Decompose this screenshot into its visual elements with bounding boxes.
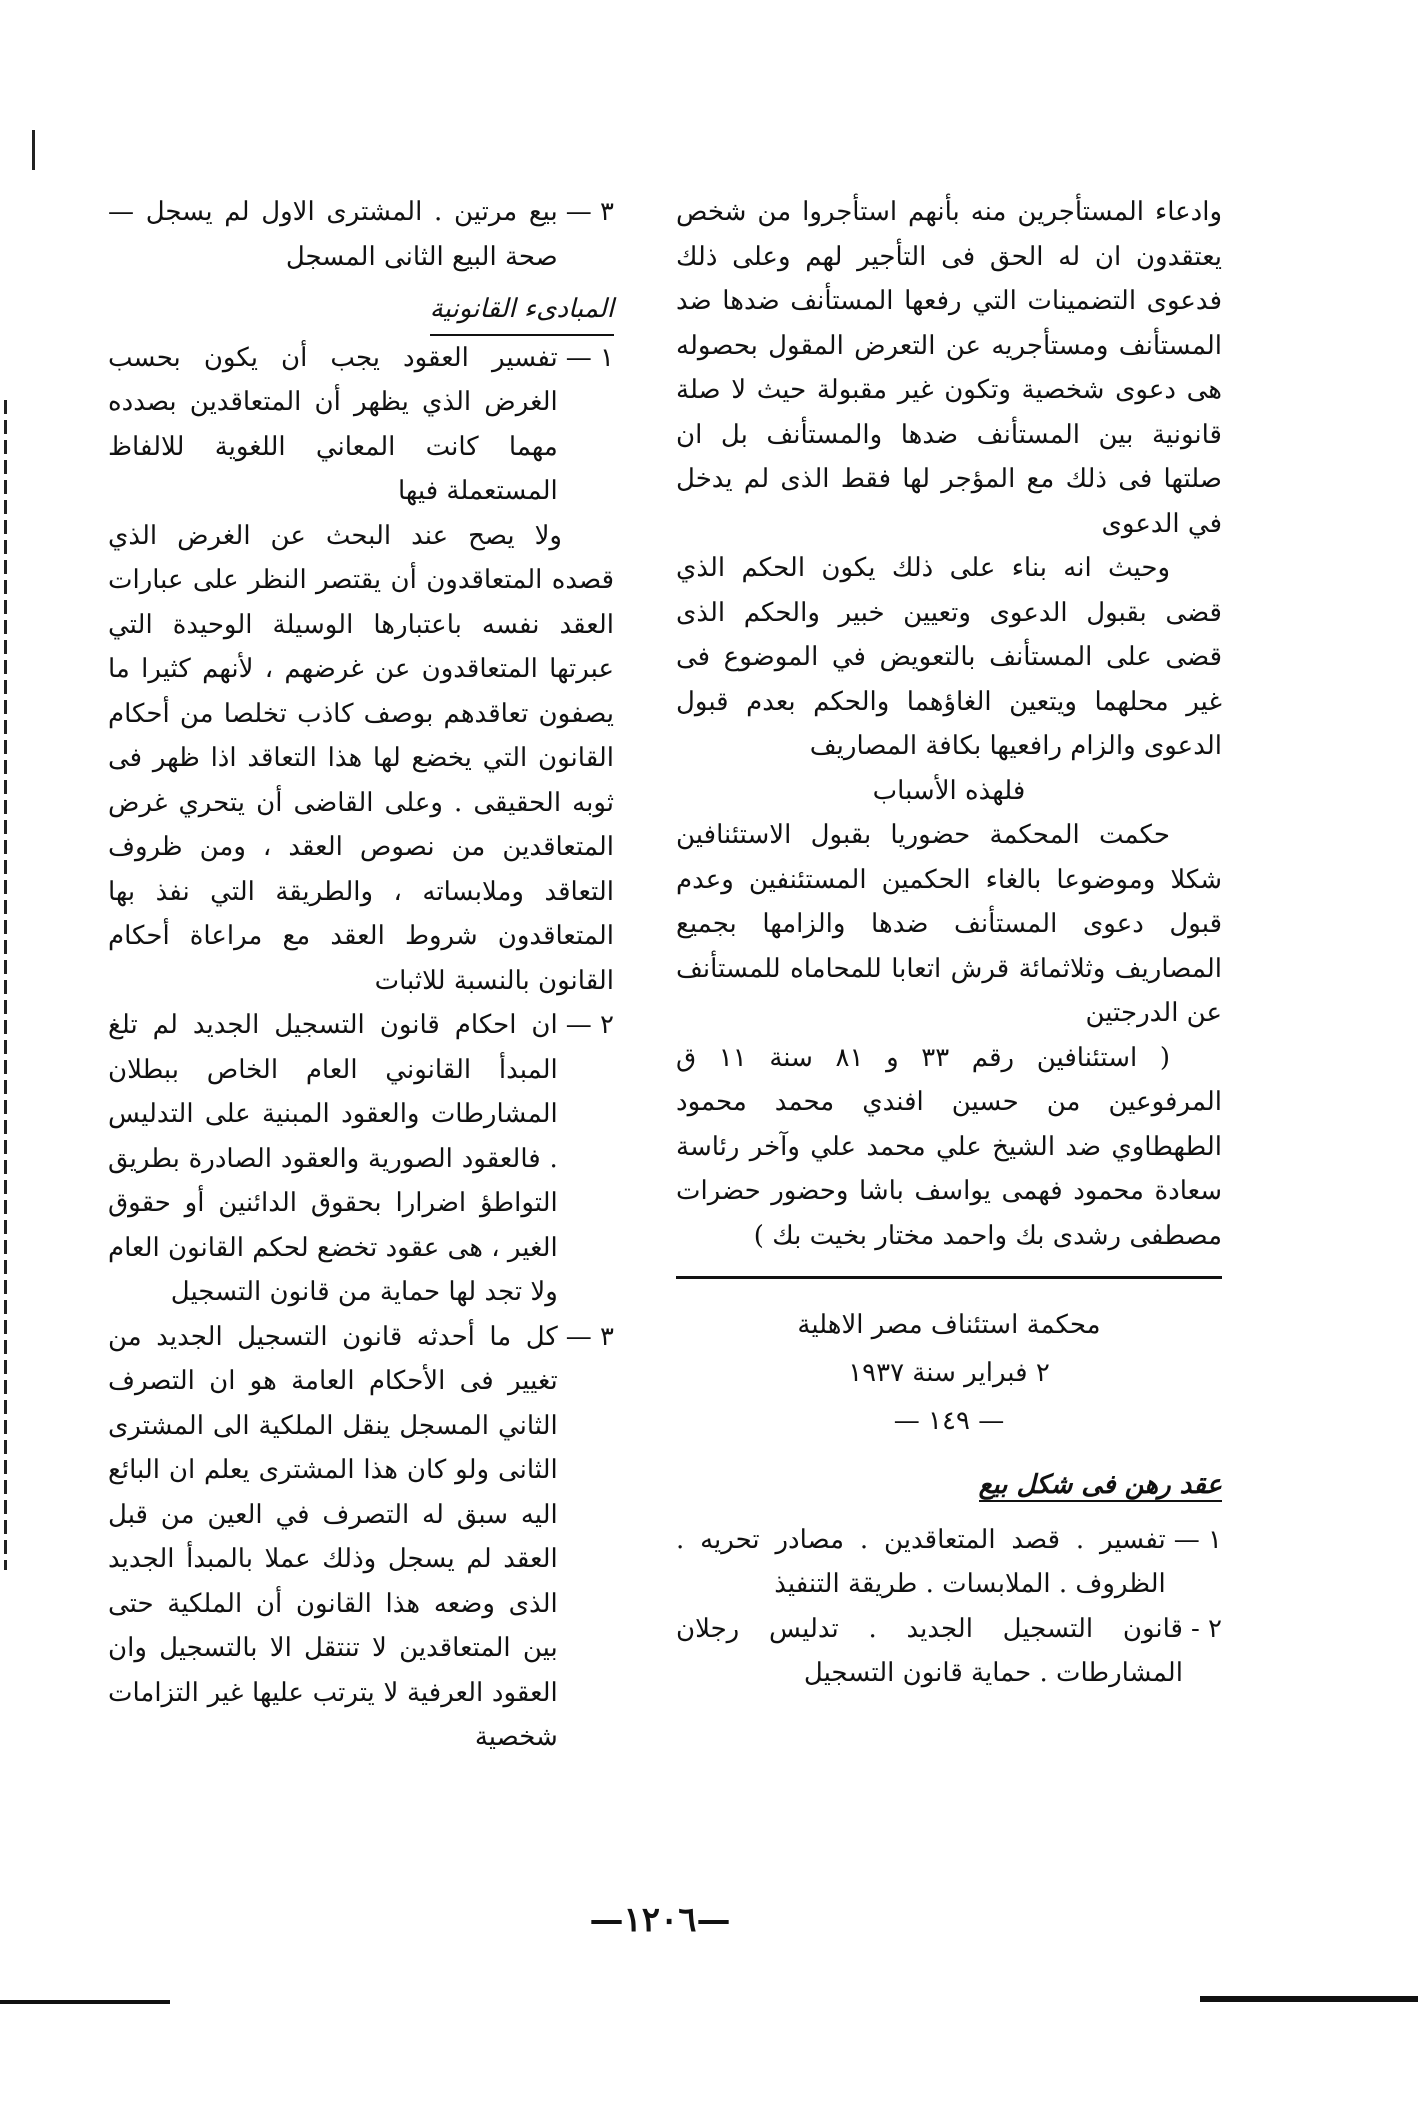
principle-text: كل ما أحدثه قانون التسجيل الجديد من تغيير فى الأحكام العامة هو ان التصرف الثاني المسجل ينقل الملكية الى المشترى الثانى ولو كان هذا المشترى يعلم ان البائع اليه سبق له التصرف في العين من قبل العقد لم يسجل وذلك عملا بالمبدأ الجديد الذى وضعه هذا القانون أن الملكية حتى بين المتعاقدين لا تنتقل الا بالتسجيل وان العقود العرفية لا يترتب عليها غير التزامات شخصية [108, 1321, 558, 1752]
footer-rule [0, 2000, 170, 2004]
scan-mark [32, 130, 35, 170]
page-number: —١٢٠٦— [589, 1900, 731, 1940]
topic-number: ١ — [1173, 1524, 1222, 1555]
case-number: — ١٤٩ — [893, 1406, 1005, 1436]
principle-number: ٣ — [565, 1321, 614, 1352]
principle-1-continuation: ولا يصح عند البحث عن الغرض الذي قصده المتعاقدون أن يقتصر النظر على عبارات العقد نفسه باعتبارها الوسيلة الوحيدة التي عبرتها المتعاقدون عن غرضهم ، لأنهم كثيرا ما يصفون تعاقدهم بوصف كاذب تخلصا من أحكام القانون التي يخضع لها هذا التعاقد اذا ظهر فى ثوبه الحقيقى . وعلى القاضى أن يتحري غرض المتعاقدين من نصوص العقد ، ومن ظروف التعاقد وملابساته ، والطريقة التي نفذ بها المتعاقدون شروط العقد مع مراعاة أحكام القانون بالنسبة للاثبات [108, 520, 614, 996]
section-divider [676, 1276, 1222, 1279]
principle-item-2 [108, 1003, 614, 1315]
topic-text: تفسير . قصد المتعاقدين . مصادر تحريه . الظروف . الملابسات . طريقة التنفيذ [676, 1524, 1166, 1599]
topic-item-2 [676, 1607, 1222, 1696]
footer-rule [1200, 1996, 1418, 2002]
principle-text: ان احكام قانون التسجيل الجديد لم تلغ المبدأ القانوني العام الخاص ببطلان المشارطات والعقود المبنية على التدليس . فالعقود الصورية والعقود الصادرة بطريق التواطؤ اضرارا بحقوق الدائنين أو حقوق الغير ، هى عقود تخضع لحكم القانون العام ولا تجد لها حماية من قانون التسجيل [108, 1010, 558, 1307]
subject-title: عقد رهن فى شكل بيع [978, 1470, 1222, 1500]
principle-item-3 [108, 1315, 614, 1760]
principle-item-1 [108, 336, 614, 514]
court-date: ٢ فبراير سنة ١٩٣٧ [848, 1358, 1050, 1388]
case-reference: ( استئنافين رقم ٣٣ و ٨١ سنة ١١ ق المرفوعين من حسين افندي محمد محمود الطهطاوي ضد الشيخ علي محمد علي وآخر رئاسة سعادة محمود فهمى يواسف باشا وحضور حضرات مصطفى رشدى بك واحمد مختار بخيت بك ) [676, 1042, 1222, 1251]
ruling-paragraph: حكمت المحكمة حضوريا بقبول الاستئنافين شكلا وموضوعا بالغاء الحكمين المستئنفين وعدم قبول دعوى المستأنف ضدها والزامها بجميع المصاريف وثلاثمائة قرش اتعابا للمحاماه للمستأنف عن الدرجتين [676, 820, 1222, 1028]
right-column [676, 190, 1222, 1696]
judgment-paragraph-1: وادعاء المستأجرين منه بأنهم استأجروا من شخص يعتقدون ان له الحق فى التأجير لهم وعلى ذلك فدعوى التضمينات التي رفعها المستأنف ضدها ضد المستأنف ومستأجريه عن التعرض المقول بحصوله هى دعوى شخصية وتكون غير مقبولة حيث لا صلة قانونية بين المستأنف ضدها والمستأنف بل ان صلتها فى ذلك مع المؤجر لها فقط الذى لم يدخل في الدعوى [676, 197, 1222, 539]
left-column [108, 190, 614, 1760]
principle-text: تفسير العقود يجب أن يكون بحسب الغرض الذي يظهر أن المتعاقدين بصدده مهما كانت المعاني اللغوية للالفاظ المستعملة فيها [108, 342, 558, 506]
topic-item-3 [108, 190, 614, 279]
reasons-heading: فلهذه الأسباب [872, 775, 1026, 806]
topic-text: بيع مرتين . المشترى الاول لم يسجل — صحة البيع الثانى المسجل [108, 197, 558, 272]
topic-item-1 [676, 1518, 1222, 1607]
topic-number: ٢ - [1190, 1613, 1222, 1644]
court-name: محكمة استئناف مصر الاهلية [797, 1310, 1101, 1340]
judgment-paragraph-2: وحيث انه بناء على ذلك يكون الحكم الذي قضى بقبول الدعوى وتعيين خبير والحكم الذى قضى على المستأنف بالتعويض في الموضوع فى غير محلهما ويتعين الغاؤهما والحكم بعدم قبول الدعوى والزام رافعيها بكافة المصاريف [676, 553, 1222, 761]
principles-heading: المبادىء القانونية [108, 287, 614, 336]
binding-margin-line [4, 400, 7, 1570]
principle-number: ٢ — [565, 1010, 614, 1040]
topic-text: قانون التسجيل الجديد . تدليس رجلان المشارطات . حماية قانون التسجيل [676, 1613, 1183, 1688]
topic-number: ٣ — [565, 197, 614, 227]
principle-number: ١ — [565, 342, 614, 373]
